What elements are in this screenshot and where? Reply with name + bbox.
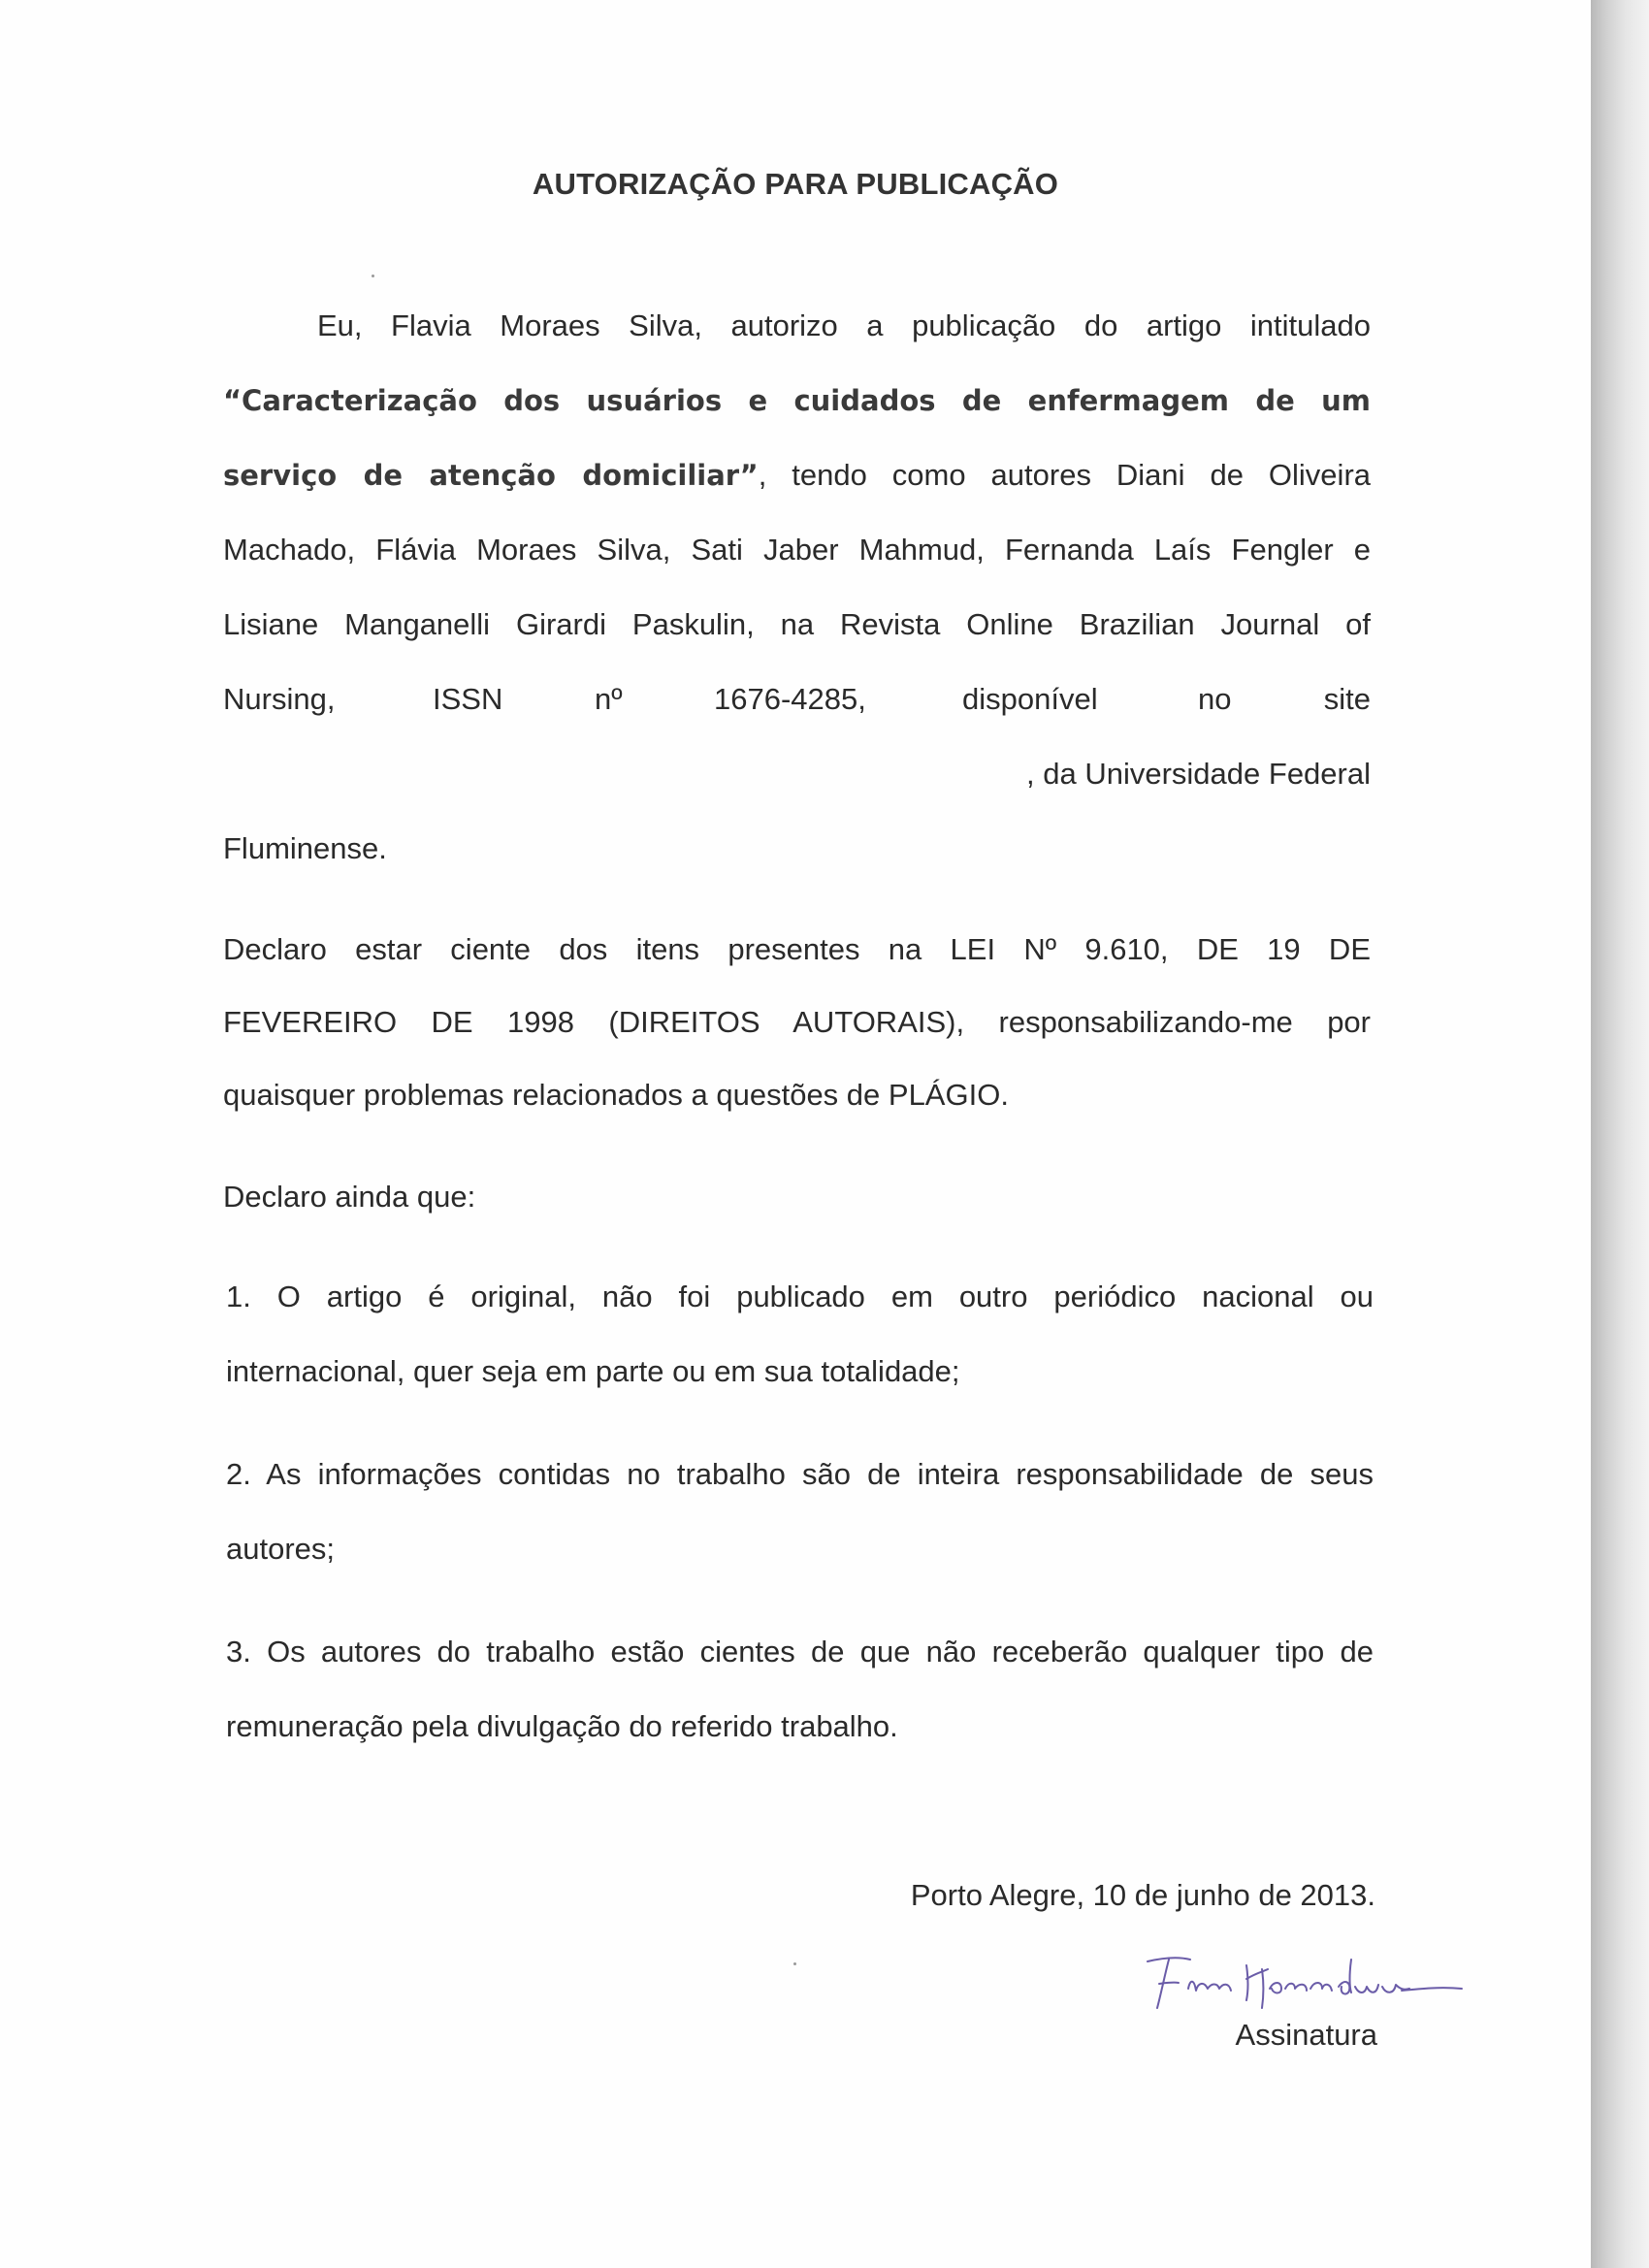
intro-line-3: serviço de atenção domiciliar”, tendo como autores Diani de Oliveira (223, 458, 1372, 492)
item-3-line-1: 3. Os autores do trabalho estão cientes de que não receberão qualquer tipo de (226, 1635, 1374, 1669)
declaro-ainda: Declaro ainda que: (223, 1180, 476, 1214)
intro-line-4: Machado, Flávia Moraes Silva, Sati Jaber Mahmud, Fernanda Laís Fengler e (223, 533, 1371, 567)
signature-label: Assinatura (1235, 2018, 1377, 2052)
intro-line-6-word: ISSN (433, 682, 503, 716)
scan-edge-shadow (1591, 0, 1649, 2268)
intro-line-5: Lisiane Manganelli Girardi Paskulin, na Revista Online Brazilian Journal of (223, 607, 1371, 641)
declaration-line-2: FEVEREIRO DE 1998 (DIREITOS AUTORAIS), responsabilizando-me por (223, 1005, 1371, 1039)
item-2-line-2: autores; (226, 1532, 336, 1566)
article-title-line-1 (223, 364, 1371, 437)
intro-line-6-word: site (1323, 682, 1371, 716)
handwritten-signature (1140, 1940, 1479, 2018)
item-2-line-1: 2. As informações contidas no trabalho são de inteira responsabilidade de seus (226, 1457, 1374, 1491)
article-title-part-a: “Caracterização dos usuários e cuidados de enfermagem de um (223, 384, 1371, 417)
item-3-line-2: remuneração pela divulgação do referido trabalho. (226, 1709, 898, 1743)
scan-speck (372, 275, 374, 277)
declaration-line-3: quaisquer problemas relacionados a questões de PLÁGIO. (223, 1078, 1009, 1112)
document-title: AUTORIZAÇÃO PARA PUBLICAÇÃO (532, 167, 1059, 201)
item-1-line-2: internacional, quer seja em parte ou em sua totalidade; (226, 1354, 960, 1388)
place-date: Porto Alegre, 10 de junho de 2013. (910, 1878, 1375, 1912)
article-title-part-b: serviço de atenção domiciliar” (223, 459, 759, 492)
declaration-line-1: Declaro estar ciente dos itens presentes na LEI Nº 9.610, DE 19 DE (223, 932, 1371, 966)
intro-line-6 (223, 663, 1371, 736)
intro-line-6-word: disponível (962, 682, 1098, 716)
item-1-line-1: 1. O artigo é original, não foi publicado em outro periódico nacional ou (226, 1280, 1374, 1313)
intro-line-8: Fluminense. (223, 831, 387, 865)
intro-line-7: , da Universidade Federal (1026, 757, 1371, 791)
intro-line-6-word: no (1198, 682, 1232, 716)
scan-speck (793, 1962, 796, 1965)
intro-line-1: Eu, Flavia Moraes Silva, autorizo a publicação do artigo intitulado (317, 308, 1371, 342)
intro-line-6-word: nº (595, 682, 623, 716)
intro-line-6-word: 1676-4285, (714, 682, 866, 716)
intro-line-6-word: Nursing, (223, 682, 336, 716)
